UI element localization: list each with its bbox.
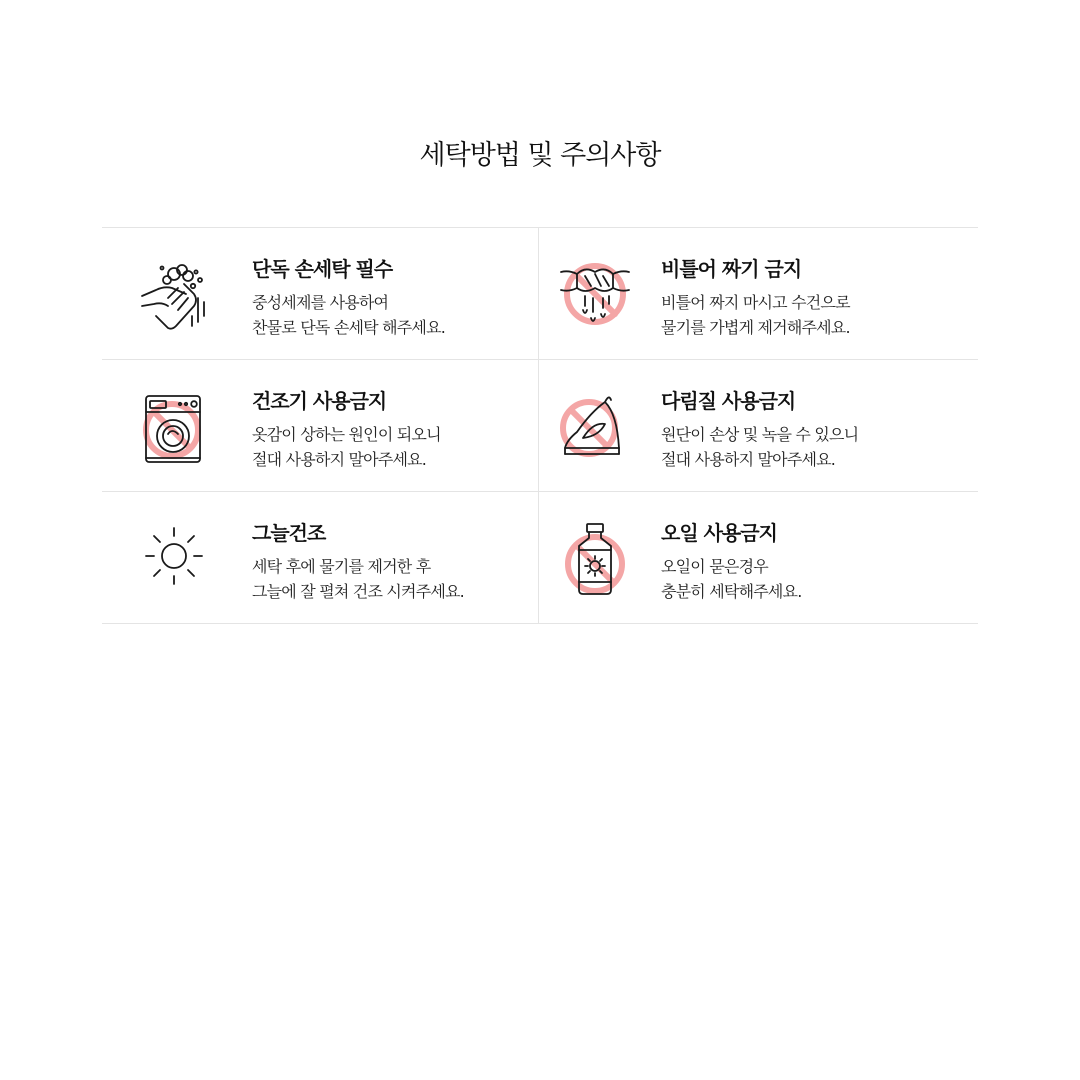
desc-line: 비틀어 짜지 마시고 수건으로 xyxy=(661,293,850,312)
care-grid xyxy=(102,227,978,624)
care-item-desc xyxy=(252,554,464,604)
care-item-text xyxy=(661,256,850,340)
desc-line: 그늘에 잘 펼쳐 건조 시켜주세요. xyxy=(252,582,464,601)
care-item-text xyxy=(252,256,445,340)
care-item-desc xyxy=(661,290,850,340)
care-item-shade-dry xyxy=(102,492,539,624)
care-item-no-wring xyxy=(539,228,978,360)
hand-wash-icon xyxy=(138,258,214,334)
desc-line: 원단이 손상 및 녹을 수 있으니 xyxy=(661,425,859,444)
desc-line: 중성세제를 사용하여 xyxy=(252,293,389,312)
care-item-no-dryer xyxy=(102,360,539,492)
care-item-no-oil xyxy=(539,492,978,624)
desc-line: 절대 사용하지 말아주세요. xyxy=(661,450,836,469)
desc-line: 충분히 세탁해주세요. xyxy=(661,582,802,601)
care-item-desc xyxy=(252,290,445,340)
care-item-text xyxy=(661,520,801,604)
care-item-text xyxy=(252,520,464,604)
care-item-heading: 그늘건조 xyxy=(252,521,326,545)
no-oil-icon xyxy=(557,522,633,598)
desc-line: 절대 사용하지 말아주세요. xyxy=(252,450,427,469)
care-item-heading: 오일 사용금지 xyxy=(661,521,777,545)
care-item-hand-wash xyxy=(102,228,539,360)
sun-dry-icon xyxy=(138,522,214,598)
desc-line: 찬물로 단독 손세탁 해주세요. xyxy=(252,318,446,337)
care-item-heading: 비틀어 짜기 금지 xyxy=(661,257,802,281)
care-item-heading: 다림질 사용금지 xyxy=(661,389,796,413)
care-item-heading: 단독 손세탁 필수 xyxy=(252,257,393,281)
desc-line: 옷감이 상하는 원인이 되오니 xyxy=(252,425,441,444)
page-title: 세탁방법 및 주의사항 xyxy=(419,140,661,171)
care-item-heading: 건조기 사용금지 xyxy=(252,389,387,413)
care-item-no-iron xyxy=(539,360,978,492)
no-dryer-icon xyxy=(138,390,214,466)
care-item-desc xyxy=(661,554,801,604)
no-iron-icon xyxy=(557,390,633,466)
care-item-desc xyxy=(252,422,441,472)
desc-line: 물기를 가볍게 제거해주세요. xyxy=(661,318,850,337)
care-item-text xyxy=(661,388,858,472)
desc-line: 세탁 후에 물기를 제거한 후 xyxy=(252,557,431,576)
no-wring-icon xyxy=(557,258,633,334)
care-item-desc xyxy=(661,422,858,472)
desc-line: 오일이 묻은경우 xyxy=(661,557,768,576)
care-item-text xyxy=(252,388,441,472)
